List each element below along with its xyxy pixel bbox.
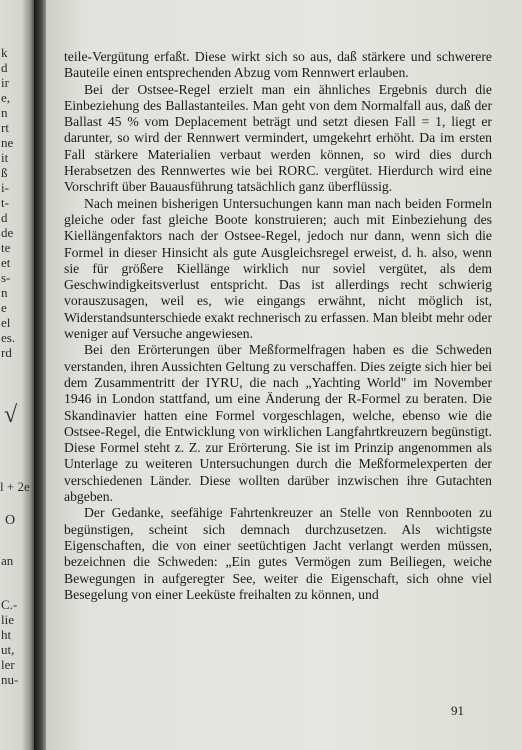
left-page-text-fragment: k d ir e, n rt ne it ß i- t- d de te et s- n e el es. rd	[1, 45, 16, 360]
body-text	[64, 49, 492, 603]
left-page-letter-fragment: O	[5, 513, 16, 528]
left-page-text-fragment-lower: C.- lie ht ut, ler nu-	[1, 597, 19, 687]
paragraph-2: Bei der Ostsee-Regel erzielt man ein ähnliches Ergebnis durch die Einbeziehung des Ballastanteiles. Man geht von dem Normalfall aus, daß der Ballast 45 % vom Deplacement beträgt und setzt diesen Fall = 1, liegt er darunter, so wird der Rennwert vermindert, umgekehrt erhöht. Da im ersten Fall stärkere Materialien verbaut werden können, so wird dies durch Herabsetzen des Rennwertes wie bei RORC. vergütet. Hierdurch wird eine Vorschrift über Bauausführung tatsächlich ganz überflüssig.	[64, 81, 492, 195]
left-page-formula-fragment: l + 2e	[0, 479, 30, 494]
page-number: 91	[451, 703, 464, 718]
left-page-word-fragment: an	[1, 553, 14, 568]
paragraph-5: Der Gedanke, seefähige Fahrtenkreuzer an Stelle von Rennbooten zu begünstigen, scheint sich demnach durchzusetzen. Als wichtigste Eigenschaften, die von einer seetüchtigen Jacht verlangt werden müssen, bezeichnen die Schweden: „Ein gutes Vermögen zum Beiliegen, weiche Bewegungen in aufgeregter See, weiter die Eigenschaft, sich ohne viel Besegelung von einer Leeküste freihalten zu können, und	[64, 505, 492, 602]
paragraph-3: Nach meinen bisherigen Untersuchungen kann man nach beiden Formeln gleiche oder fast gleiche Boote konstruieren; auch mit Einbeziehung des Kiellängenfaktors nach der Ostsee-Regel, jedoch nur dann, wenn sich die Formel in dieser Hinsicht als gute Ausgleichsregel erweist, d. h. also, wenn sie für größere Kiellänge wirklich nur soviel vergütet, als dem Geschwindigkeitsverlust entspricht. Das ist allerdings recht schwierig vorauszusagen, weil es, wie eingangs erwähnt, nicht möglich ist, Widerstandsunterschiede exakt rechnerisch zu erfassen. Man bleibt mehr oder weniger auf Versuche angewiesen.	[64, 195, 492, 342]
paragraph-4: Bei den Erörterungen über Meßformelfragen haben es die Schweden verstanden, ihren Aussichten Geltung zu verschaffen. Dies zeigte sich hier bei dem Zusammentritt der IYRU, die nach „Yachting World" im November 1946 in London stattfand, um eine Änderung der R-Formel zu beraten. Die Skandinavier hatten eine Formel vorgeschlagen, welche, ebenso wie die Ostsee-Regel, die Entwicklung von wirklichen Langfahrtkreuzern begünstigt. Diese Formel steht z. Z. zur Erörterung. Sie ist im Prinzip angenommen als Unterlage zu weiteren Untersuchungen durch die Meßformelexperten der verschiedenen Länder. Diese wollten darüber inzwischen ihre Gutachten abgeben.	[64, 342, 492, 505]
book-page	[46, 0, 522, 750]
paragraph-1: teile-Vergütung erfaßt. Diese wirkt sich so aus, daß stärkere und schwerere Bauteile einen entsprechenden Abzug vom Rennwert erlauben.	[64, 49, 492, 81]
left-page-radical-fragment: √	[4, 402, 18, 428]
left-page-edge	[0, 0, 36, 750]
